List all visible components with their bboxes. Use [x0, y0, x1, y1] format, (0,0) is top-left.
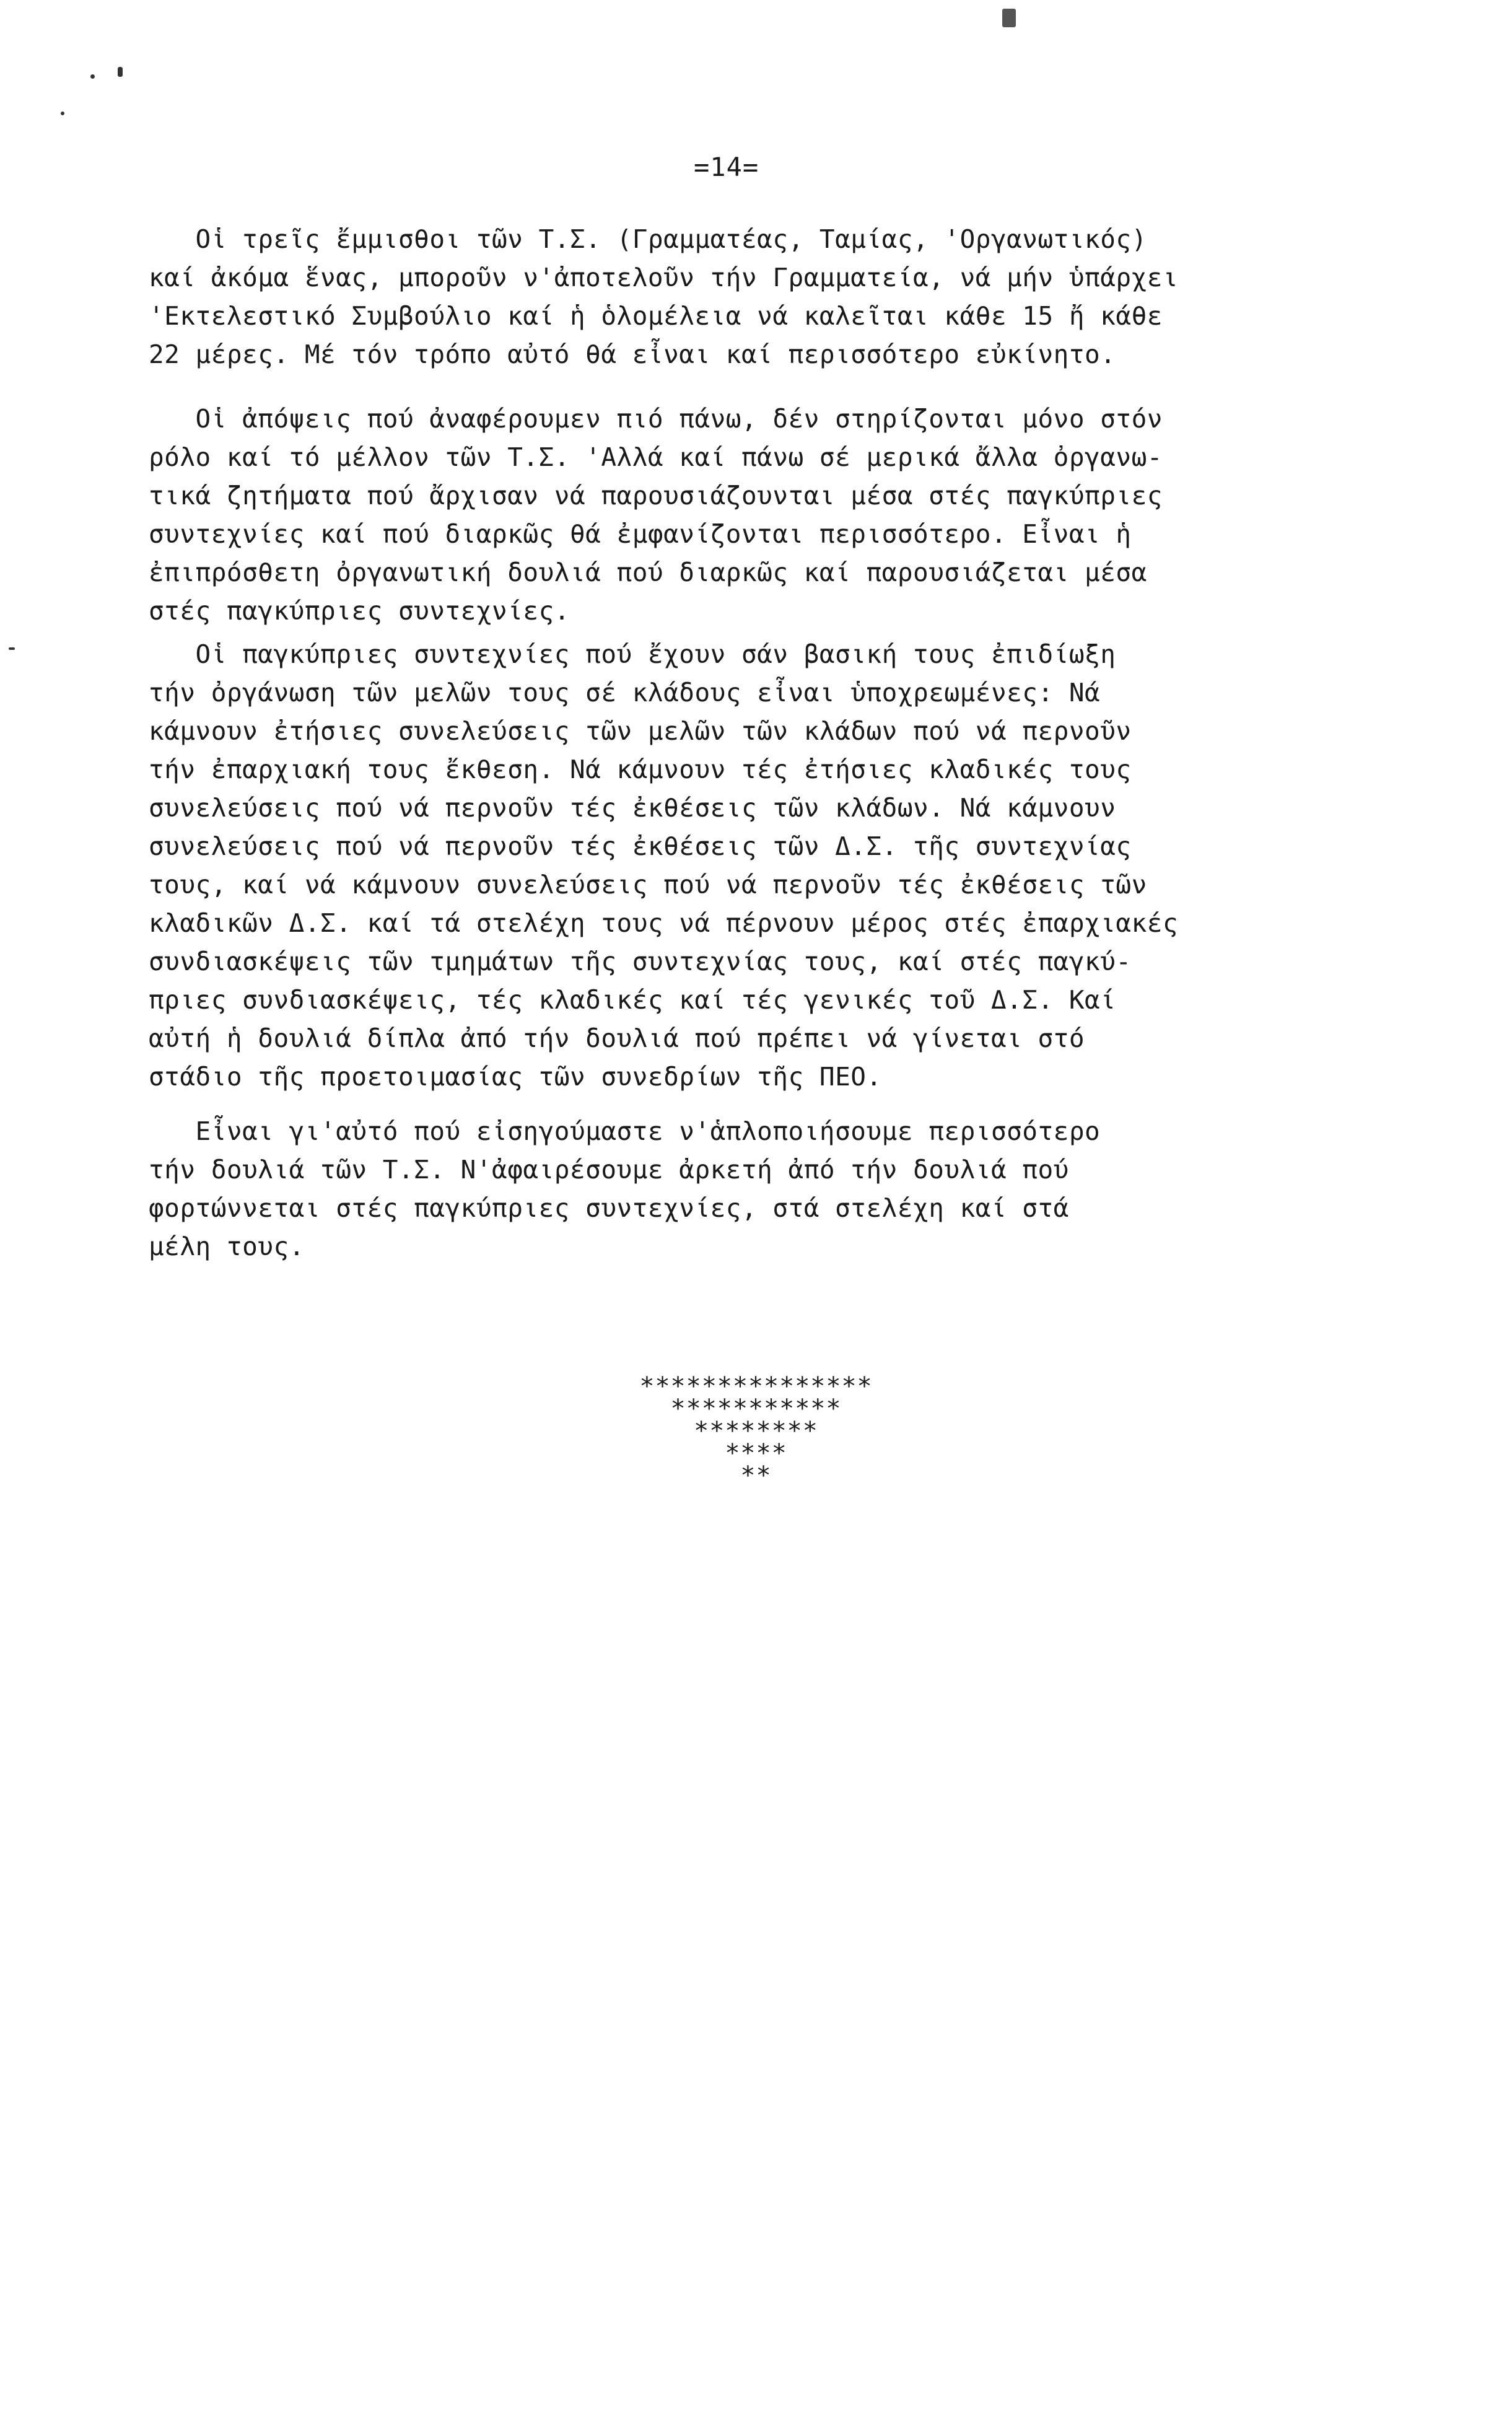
ornament-line: ***********	[670, 1395, 842, 1423]
asterisk-ornament	[0, 1372, 1512, 1490]
text-line: Οἱ παγκύπριες συντεχνίες πού ἔχουν σάν βασική τους ἐπιδίωξη	[149, 639, 1116, 669]
scan-speck	[90, 74, 95, 79]
text-line: 22 μέρες. Μέ τόν τρόπο αὐτό θά εἶναι καί περισσότερο εὐκίνητο.	[149, 339, 1116, 369]
text-line: τικά ζητήματα πού ἄρχισαν νά παρουσιάζουνται μέσα στές παγκύπριες	[149, 481, 1163, 510]
text-line: στάδιο τῆς προετοιμασίας τῶν συνεδρίων τῆς ΠΕΟ.	[149, 1062, 882, 1092]
scan-speck	[118, 67, 123, 77]
text-line: 'Εκτελεστικό Συμβούλιο καί ἡ ὁλομέλεια νά καλεῖται κάθε 15 ἤ κάθε	[149, 301, 1163, 331]
text-line: μέλη τους.	[149, 1232, 305, 1261]
paragraph	[149, 220, 1400, 374]
ornament-line: ****	[725, 1439, 787, 1468]
ornament-line: ***************	[639, 1372, 873, 1401]
text-line: στές παγκύπριες συντεχνίες.	[149, 596, 570, 626]
text-line: ρόλο καί τό μέλλον τῶν Τ.Σ. 'Αλλά καί πάνω σέ μερικά ἄλλα ὀργανω-	[149, 442, 1163, 472]
text-line: κάμνουν ἐτήσιες συνελεύσεις τῶν μελῶν τῶν κλάδων πού νά περνοῦν	[149, 716, 1132, 746]
text-line: ἐπιπρόσθετη ὀργανωτική δουλιά πού διαρκῶς καί παρουσιάζεται μέσα	[149, 558, 1147, 587]
text-line: συνελεύσεις πού νά περνοῦν τές ἐκθέσεις τῶν Δ.Σ. τῆς συντεχνίας	[149, 831, 1132, 861]
text-line: φορτώννεται στές παγκύπριες συντεχνίες, στά στελέχη καί στά	[149, 1193, 1069, 1223]
text-line: Οἱ ἀπόψεις πού ἀναφέρουμεν πιό πάνω, δέν στηρίζονται μόνο στόν	[149, 404, 1163, 434]
text-line: κλαδικῶν Δ.Σ. καί τά στελέχη τους νά πέρνουν μέρος στές ἐπαρχιακές	[149, 908, 1179, 938]
text-line: συνδιασκέψεις τῶν τμημάτων τῆς συντεχνίας τους, καί στές παγκύ-	[149, 947, 1132, 976]
scan-speck	[9, 647, 15, 650]
text-line: αὐτή ἡ δουλιά δίπλα ἀπό τήν δουλιά πού πρέπει νά γίνεται στό	[149, 1023, 1085, 1053]
text-line: συντεχνίες καί πού διαρκῶς θά ἐμφανίζονται περισσότερο. Εἶναι ἡ	[149, 519, 1132, 549]
text-line: Οἱ τρεῖς ἔμμισθοι τῶν Τ.Σ. (Γραμματέας, Ταμίας, 'Οργανωτικός)	[149, 224, 1147, 254]
paragraph	[149, 400, 1400, 630]
text-line: τήν ὀργάνωση τῶν μελῶν τους σέ κλάδους εἶναι ὑποχρεωμένες: Νά	[149, 678, 1101, 707]
page-number: =14=	[694, 152, 759, 182]
text-line: τους, καί νά κάμνουν συνελεύσεις πού νά περνοῦν τές ἐκθέσεις τῶν	[149, 870, 1147, 900]
text-line: πριες συνδιασκέψεις, τές κλαδικές καί τές γενικές τοῦ Δ.Σ. Καί	[149, 985, 1116, 1015]
scan-speck	[1002, 9, 1016, 27]
paragraph	[149, 1112, 1400, 1266]
ornament-line: ********	[694, 1417, 818, 1445]
text-line: συνελεύσεις πού νά περνοῦν τές ἐκθέσεις τῶν κλάδων. Νά κάμνουν	[149, 793, 1116, 823]
text-line: τήν δουλιά τῶν Τ.Σ. Ν'ἀφαιρέσουμε ἀρκετή ἀπό τήν δουλιά πού	[149, 1155, 1069, 1185]
text-line: Εἶναι γι'αὐτό πού εἰσηγούμαστε ν'ἁπλοποιήσουμε περισσότερο	[149, 1116, 1101, 1146]
text-line: καί ἀκόμα ἕνας, μποροῦν ν'ἀποτελοῦν τήν Γραμματεία, νά μήν ὑπάρχει	[149, 263, 1179, 292]
scan-speck	[61, 112, 64, 115]
text-line: τήν ἐπαρχιακή τους ἔκθεση. Νά κάμνουν τές ἐτήσιες κλαδικές τους	[149, 755, 1132, 784]
paragraph	[149, 635, 1400, 1096]
ornament-line: **	[740, 1461, 772, 1490]
